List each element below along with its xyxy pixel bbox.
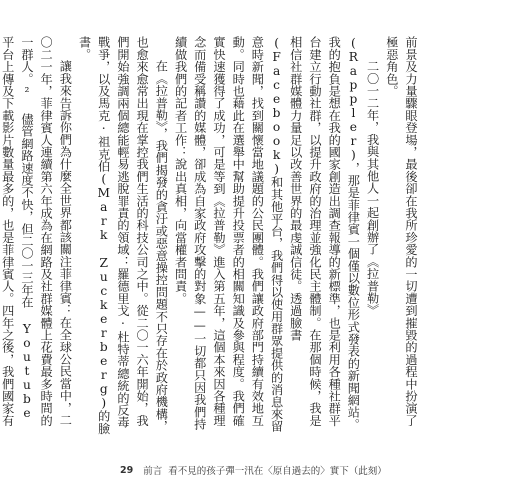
paragraph: 在《拉普勒》，我們揭發的貪汙或惡意操控問題不只存在於政府機構，也愈來愈常出現在掌控我們生活的科技公司之中。從二〇一六年開始，我們開始強調兩個總能輕易逃脫罪責的領域：羅德里戈·杜特蒂總統的反毒戰爭，以及馬克·祖克伯(Mark Zuckerberg)的臉書。: [77, 36, 169, 435]
running-title: 看不見的孩子彈一汛在〈原自過去的〉實下（此刻）: [168, 466, 387, 477]
paragraph: 二〇一二年，我與其他人一起創辦了《拉普勒》(Rappler)，那是菲律賓一個僅以數位形式發表的新聞網站。我的抱負是想在我的國家創造出調查報導的新標準，也是利用各種社群平台建立行動社群，以提升政府的治理並強化民主體制。在那個時候，我是相信社群媒體力量足以改善世界的最虔誠信徒。透過臉書(Facebook)和其他平台，我們得以使用群眾提供的消息來留意時新聞，找到關懷當地議題的公民團體。我們讓政府部門持續有效地互動。同時也藉此在選舉中幫助提升投票者的相關知識及參與程度。我們確實快速獲得了成功，可是等到《拉普勒》進入第五年，這個本來因各種理念而備受稱讚的媒體，卻成為自家政府攻擊的對象——一切都只因我們持續做我們的記者工作：說出真相，向當權者問責。: [173, 36, 380, 433]
paragraph: 讓我來告訴你們為什麼全世界都該關注菲律賓：在全球公民當中，二〇二一年，菲律賓人連續第六年成為在網路及社群媒體上花費最多時間的一群人。² 儘管網路速度不快，但二〇一三年在 Youtube 平台上傳及下載影片數量最多的，也是菲律賓人。四年之後，我們國家有: [0, 36, 73, 427]
body-text: [0, 36, 420, 436]
section-label: 前言: [143, 466, 163, 477]
paragraph: 前景及力量驟眼登場，最後卻在我所珍愛的一切遭到摧毀的過程中扮演了極惡角色。: [384, 36, 418, 427]
page-footer: [120, 462, 440, 478]
page-number: 29: [120, 464, 134, 476]
